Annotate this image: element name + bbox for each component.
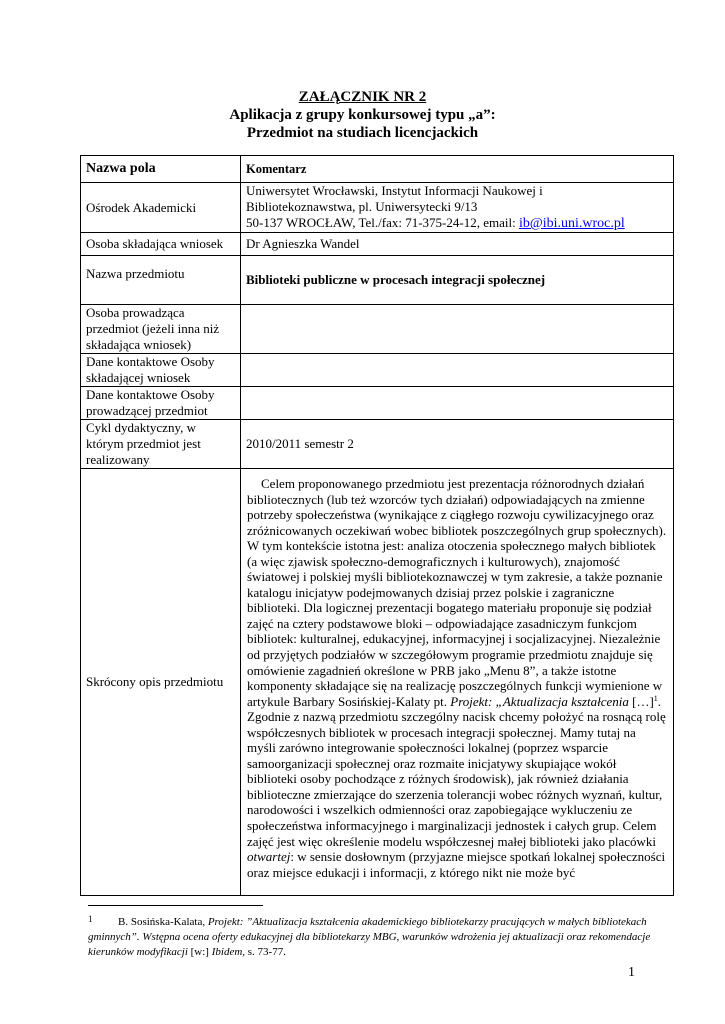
field-value-osrodek (241, 183, 674, 233)
field-value-cycle: 2010/2011 semestr 2 (241, 420, 674, 469)
table-row (81, 469, 674, 896)
field-label-applicant: Osoba składająca wniosek (81, 233, 241, 256)
description-part: […] (628, 693, 654, 709)
field-label-cycle: Cykl dydaktyczny, w którym przedmiot jest realizowany (81, 420, 241, 469)
footnote-reference[interactable]: 1 (653, 693, 658, 703)
field-value-applicant: Dr Agnieszka Wandel (241, 233, 674, 256)
description-part: : w sensie dosłownym (przyjazne miejsce spotkań lokalnej społeczności oraz miejsce edukacji i informacji, z którego nikt nie może być (247, 849, 666, 880)
footnote-ibidem: Ibidem (211, 946, 243, 958)
osrodek-line: Uniwersytet Wrocławski, Instytut Informacji Naukowej i (246, 183, 543, 198)
table-row (81, 387, 674, 420)
osrodek-contact-text: 50-137 WROCŁAW, Tel./fax: 71-375-24-12, email: (246, 215, 519, 230)
footnote-pages: , s. 73-77. (242, 946, 286, 958)
field-label-osrodek: Ośrodek Akademicki (81, 183, 241, 233)
footnote-number: 1 (88, 914, 93, 924)
column-header-field-name: Nazwa pola (81, 156, 241, 183)
document-title: ZAŁĄCZNIK NR 2 (298, 89, 427, 105)
field-label-lecturer: Osoba prowadząca przedmiot (jeżeli inna niż składająca wniosek) (81, 305, 241, 354)
footnote-title: Projekt: ”Aktualizacja kształcenia akademickiego bibliotekarzy pracujących w małych bibliotekach gminnych”. Wstępna ocena oferty edukacyjnej dla bibliotekarzy MBG, warunków wdrożenia jej aktualizacji oraz rekomendacje kierunków modyfikacji (88, 916, 651, 958)
column-header-comment: Komentarz (241, 156, 674, 183)
footnote-mid: [w:] (187, 946, 212, 958)
description-text (247, 476, 667, 880)
field-value-contact-applicant (241, 354, 674, 387)
field-label-description: Skrócony opis przedmiotu (81, 469, 241, 896)
field-value-description (241, 469, 674, 896)
field-value-lecturer (241, 305, 674, 354)
field-value-contact-lecturer (241, 387, 674, 420)
document-subtitle-2: Przedmiot na studiach licencjackich (246, 125, 479, 141)
osrodek-line: Bibliotekoznawstwa, pl. Uniwersytecki 9/13 (246, 199, 478, 214)
table-row (81, 183, 674, 233)
description-part: . Zgodnie z nazwą przedmiotu szczególny nacisk chcemy położyć na rosnącą rolę współczesnych bibliotek w procesach integracji społecznej. Mamy tutaj na myśli zarówno integrowanie społeczności lokalnej (poprzez wsparcie samoorganizacji społecznej oraz rozmaite inicjatywy skupiające wokół biblioteki osoby pochodzące z różnych środowisk), jak również działania biblioteczne zmierzające do szerzenia tolerancji wobec różnych wyznań, kultur, narodowości i wszelkich odmienności oraz zapobiegające wykluczeniu ze społeczeństwa informacyjnego i marginalizacji jednostek i całych grup. Celem zajęć jest więc określenie modelu współczesnej małej biblioteki jako placówki (247, 693, 666, 849)
description-part: Celem proponowanego przedmiotu jest prezentacja różnorodnych działań bibliotecznych (lub też wzorców tych działań) odpowiadających na zmienne potrzeby społeczeństwa (wynikające z ciągłego rozwoju cywilizacyjnego oraz zróżnicowanych oczekiwań wobec bibliotek poszczególnych grup społecznych). W tym kontekście istotna jest: analiza otoczenia społecznego małych bibliotek (a więc zjawisk społeczno-demograficznych i kulturowych), znajomość światowej i polskiej myśli bibliotekoznawczej w tym zakresie, a także poznanie katalogu inicjatyw podejmowanych dzisiaj przez polskie i zagraniczne biblioteki. Dla logicznej prezentacji bogatego materiału proponuje się podział zajęć na cztery podstawowe bloki – odpowiadające zasadniczym funkcjom bibliotek: kulturalnej, edukacyjnej, informacyjnej i socjalizacyjnej. Niezależnie od przyjętych podziałów w szczegółowym programie przedmiotu znajduje się omówienie zagadnień określone w PRB jako „Menu 8”, a także istotne komponenty składające się na realizację poszczególnych funkcji wymienione w artykule Barbary Sosińskiej-Kalaty pt. (247, 476, 667, 709)
field-value-subject: Biblioteki publiczne w procesach integracji społecznej (241, 256, 674, 305)
footnote (88, 912, 673, 960)
description-italic: Projekt: „Aktualizacja kształcenia (450, 693, 629, 709)
osrodek-line (246, 215, 668, 232)
table-header-row (81, 156, 674, 183)
field-label-contact-lecturer: Dane kontaktowe Osoby prowadzącej przedmiot (81, 387, 241, 420)
table-row (81, 420, 674, 469)
table-row (81, 256, 674, 305)
page-number: 1 (628, 965, 635, 980)
description-italic: otwartej (247, 849, 291, 865)
table-row (81, 233, 674, 256)
field-label-contact-applicant: Dane kontaktowe Osoby składającej wniosek (81, 354, 241, 387)
table-row (81, 305, 674, 354)
document-subtitle: Aplikacja z grupy konkursowej typu „a”: (229, 107, 496, 123)
table-row (81, 354, 674, 387)
footnote-separator (88, 905, 263, 906)
email-link[interactable]: ib@ibi.uni.wroc.pl (518, 216, 625, 231)
footnote-author: B. Sosińska-Kalata, (118, 916, 208, 928)
field-label-subject: Nazwa przedmiotu (81, 256, 241, 305)
application-form-table (80, 155, 674, 896)
